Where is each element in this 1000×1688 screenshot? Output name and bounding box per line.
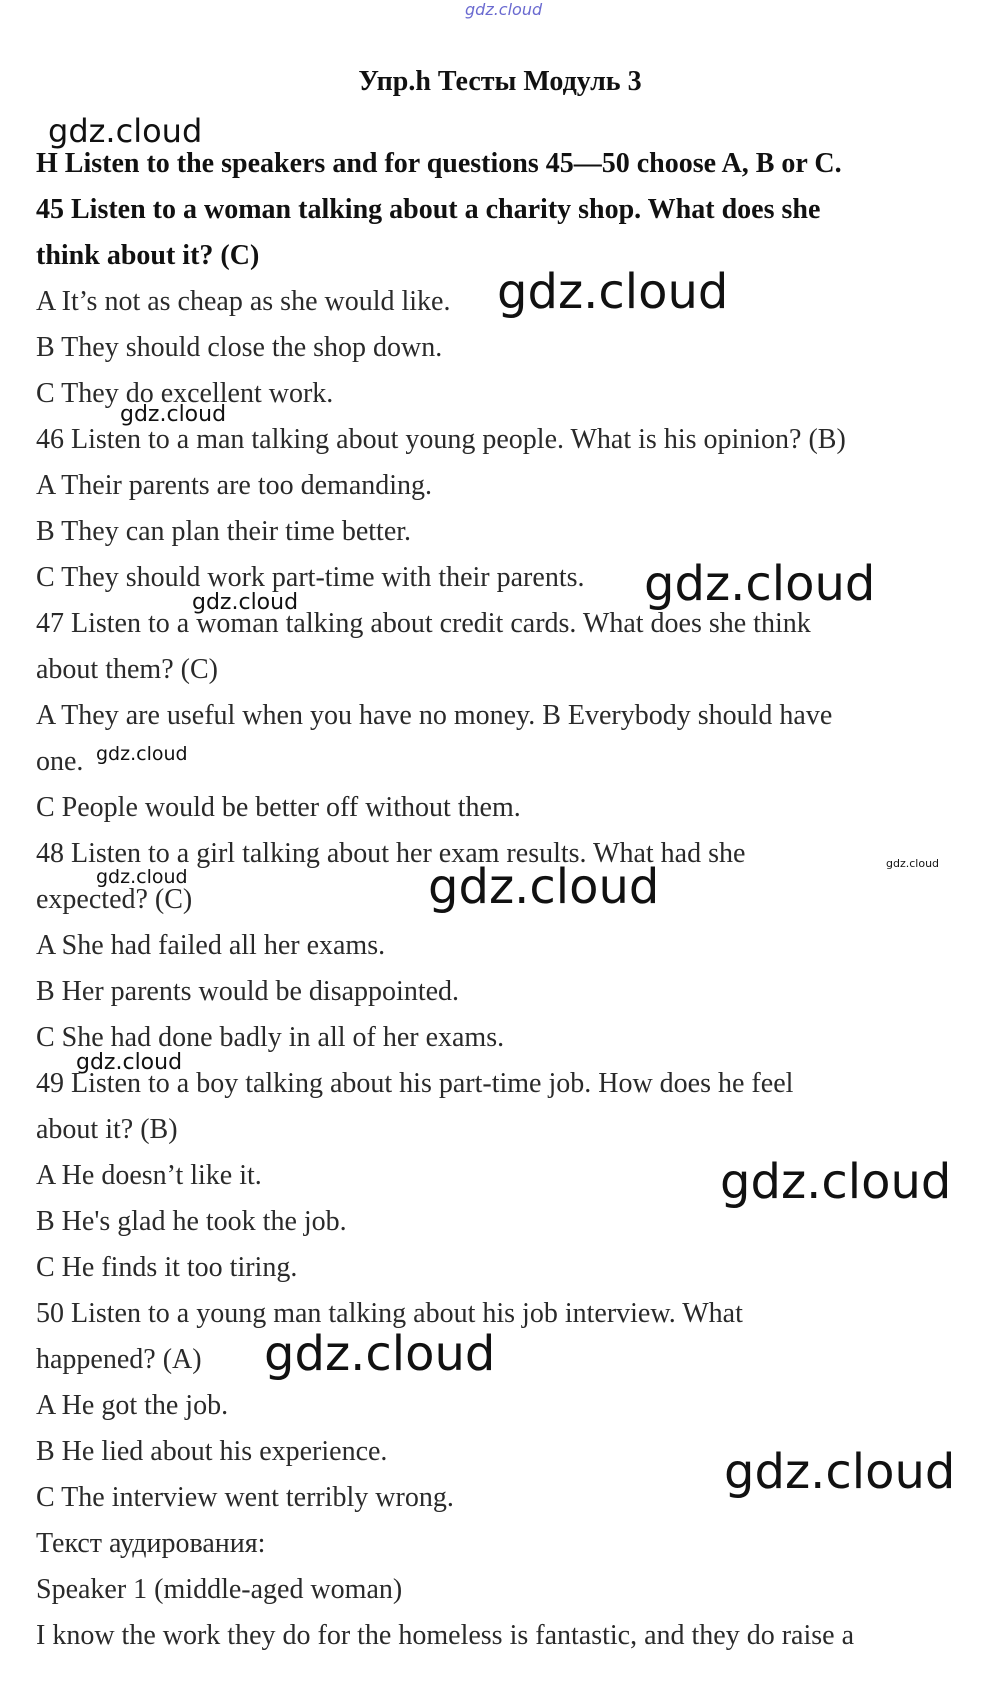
question-47-text-cont: about them? (C) bbox=[36, 654, 218, 685]
speaker-1-text: I know the work they do for the homeless is fantastic, and they do raise a bbox=[36, 1620, 855, 1651]
q46-option-c: C They should work part-time with their parents. bbox=[36, 562, 585, 593]
q50-option-c: C The interview went terribly wrong. bbox=[36, 1482, 454, 1513]
page-title: Упр.h Тесты Модуль 3 bbox=[358, 66, 642, 97]
q48-option-b: B Her parents would be disappointed. bbox=[36, 976, 460, 1007]
watermark: gdz.cloud bbox=[96, 866, 188, 888]
question-50-text: 50 Listen to a young man talking about his job interview. What bbox=[36, 1298, 743, 1329]
speaker-1-label: Speaker 1 (middle-aged woman) bbox=[36, 1574, 403, 1605]
watermark: gdz.cloud bbox=[644, 556, 876, 612]
question-47-text: 47 Listen to a woman talking about credit cards. What does she think bbox=[36, 608, 811, 639]
q46-option-b: B They can plan their time better. bbox=[36, 516, 412, 547]
q45-option-a: A It’s not as cheap as she would like. bbox=[36, 286, 451, 317]
question-46-text: 46 Listen to a man talking about young people. What is his opinion? (B) bbox=[36, 424, 846, 455]
q46-option-a: A Their parents are too demanding. bbox=[36, 470, 433, 501]
watermark: gdz.cloud bbox=[264, 1326, 496, 1382]
q47-option-a-b: A They are useful when you have no money. B Everybody should have bbox=[36, 700, 833, 731]
q50-option-b: B He lied about his experience. bbox=[36, 1436, 388, 1467]
question-45-text-cont: think about it? (C) bbox=[36, 240, 260, 271]
q45-option-c: C They do excellent work. bbox=[36, 378, 334, 409]
q49-option-c: C He finds it too tiring. bbox=[36, 1252, 298, 1283]
q49-option-a: A He doesn’t like it. bbox=[36, 1160, 262, 1191]
watermark: gdz.cloud bbox=[76, 1050, 183, 1075]
watermark: gdz.cloud bbox=[192, 590, 299, 615]
q50-option-a: A He got the job. bbox=[36, 1390, 229, 1421]
q47-option-c: C People would be better off without them. bbox=[36, 792, 521, 823]
watermark: gdz.cloud bbox=[497, 264, 729, 320]
q48-option-c: C She had done badly in all of her exams. bbox=[36, 1022, 505, 1053]
question-45-text: 45 Listen to a woman talking about a charity shop. What does she bbox=[36, 194, 821, 225]
watermark: gdz.cloud bbox=[428, 859, 660, 915]
q49-option-b: B He's glad he took the job. bbox=[36, 1206, 347, 1237]
watermark: gdz.cloud bbox=[96, 743, 188, 765]
watermark: gdz.cloud bbox=[48, 112, 203, 150]
watermark: gdz.cloud bbox=[120, 402, 227, 427]
question-48-text: 48 Listen to a girl talking about her exam results. What had she bbox=[36, 838, 746, 869]
q48-option-a: A She had failed all her exams. bbox=[36, 930, 386, 961]
watermark: gdz.cloud bbox=[724, 1444, 956, 1500]
question-50-text-cont: happened? (A) bbox=[36, 1344, 202, 1375]
audio-script-heading: Текст аудирования: bbox=[36, 1528, 266, 1559]
watermark: gdz.cloud bbox=[720, 1154, 952, 1210]
q47-option-b-cont: one. bbox=[36, 746, 84, 777]
instruction-heading: H Listen to the speakers and for questions 45—50 choose A, B or C. bbox=[36, 148, 842, 179]
q45-option-b: B They should close the shop down. bbox=[36, 332, 443, 363]
watermark-top: gdz.cloud bbox=[465, 0, 543, 19]
watermark: gdz.cloud bbox=[886, 857, 940, 870]
question-49-text: 49 Listen to a boy talking about his part-time job. How does he feel bbox=[36, 1068, 794, 1099]
question-49-text-cont: about it? (B) bbox=[36, 1114, 178, 1145]
question-48-text-cont: expected? (C) bbox=[36, 884, 193, 915]
